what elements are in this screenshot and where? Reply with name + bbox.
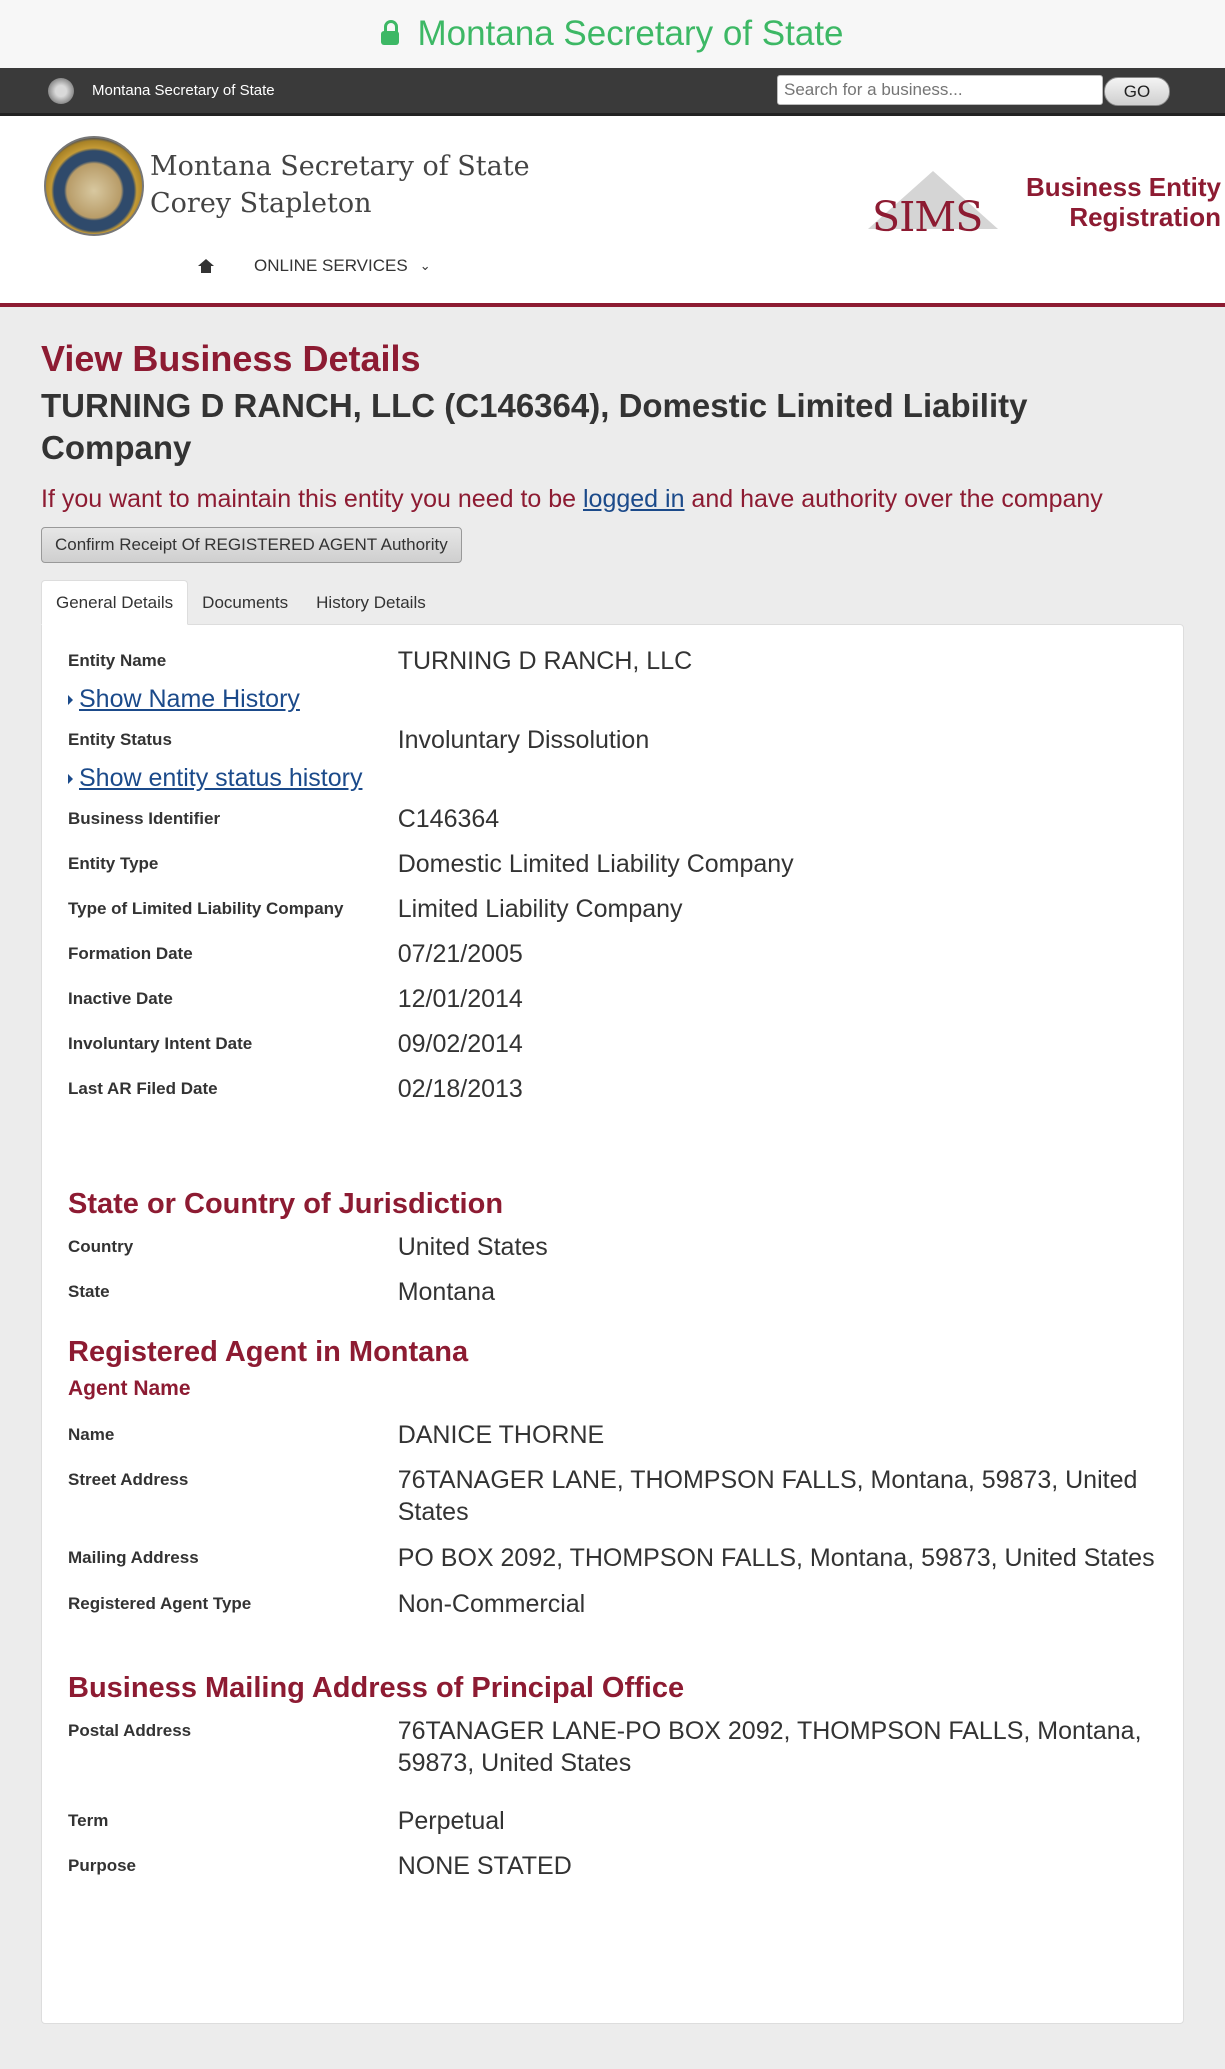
nav-online-services[interactable] xyxy=(254,256,431,276)
entity-type-label: Entity Type xyxy=(68,854,159,873)
llc-type-value: Limited Liability Company xyxy=(397,895,683,923)
confirm-agent-authority-button[interactable]: Confirm Receipt Of REGISTERED AGENT Authority xyxy=(41,527,462,563)
term-row xyxy=(68,1805,1157,1837)
chevron-down-icon: ⌄ xyxy=(419,258,431,273)
registered-agent-heading: Registered Agent in Montana xyxy=(68,1336,469,1368)
entity-name-row xyxy=(68,645,1157,677)
last-ar-label: Last AR Filed Date xyxy=(68,1079,218,1098)
agent-type-row xyxy=(68,1588,1157,1620)
entity-name-value: TURNING D RANCH, LLC xyxy=(397,647,693,675)
entity-status-row xyxy=(68,724,1157,756)
purpose-value: NONE STATED xyxy=(397,1852,572,1880)
tab-documents[interactable]: Documents xyxy=(202,592,289,612)
entity-status-label: Entity Status xyxy=(68,730,172,749)
show-name-history-label: Show Name History xyxy=(79,685,300,713)
principal-office-heading: Business Mailing Address of Principal Office xyxy=(68,1672,685,1704)
agent-street-value: 76TANAGER LANE, THOMPSON FALLS, Montana, 59873, United States xyxy=(397,1466,1138,1526)
state-label: State xyxy=(68,1282,110,1301)
postal-address-value: 76TANAGER LANE-PO BOX 2092, THOMPSON FALLS, Montana, 59873, United States xyxy=(397,1717,1142,1777)
org-title: Montana Secretary of State xyxy=(150,151,530,182)
country-row xyxy=(68,1231,1157,1263)
show-status-history-label: Show entity status history xyxy=(79,764,363,792)
entity-status-value: Involuntary Dissolution xyxy=(397,726,650,754)
notice-text-after: and have authority over the company xyxy=(684,485,1103,513)
state-seal-logo[interactable] xyxy=(44,136,144,236)
country-label: Country xyxy=(68,1237,134,1256)
country-value: United States xyxy=(397,1233,548,1261)
main-nav xyxy=(198,256,431,276)
lock-icon xyxy=(381,31,399,45)
general-details-panel xyxy=(41,624,1184,2024)
go-button[interactable]: GO xyxy=(1104,77,1170,106)
inactive-date-label: Inactive Date xyxy=(68,989,173,1008)
entity-title: TURNING D RANCH, LLC (C146364), Domestic Limited Liability Company xyxy=(41,387,1028,466)
site-link[interactable]: Montana Secretary of State xyxy=(92,82,275,99)
tab-general-details[interactable]: General Details xyxy=(41,580,188,625)
purpose-row xyxy=(68,1850,1157,1882)
business-identifier-label: Business Identifier xyxy=(68,809,221,828)
ber-line1: Business Entity xyxy=(1025,172,1221,202)
url-text[interactable]: Montana Secretary of State xyxy=(417,14,844,53)
detail-tabs xyxy=(41,580,1184,625)
formation-date-value: 07/21/2005 xyxy=(397,940,523,968)
business-entity-registration-title xyxy=(1026,172,1221,232)
business-identifier-value: C146364 xyxy=(397,805,500,833)
main-content xyxy=(0,307,1225,2024)
org-official: Corey Stapleton xyxy=(150,188,372,219)
show-name-history-link[interactable] xyxy=(68,685,1157,714)
agent-name-value: DANICE THORNE xyxy=(397,1421,605,1449)
agent-street-row xyxy=(68,1464,1157,1528)
notice-text-before: If you want to maintain this entity you need to be xyxy=(41,485,583,513)
agent-name-row xyxy=(68,1419,1157,1451)
inactive-date-row xyxy=(68,983,1157,1015)
ber-line2: Registration xyxy=(1069,202,1221,232)
agent-mailing-label: Mailing Address xyxy=(68,1548,199,1567)
postal-address-row xyxy=(68,1715,1157,1779)
home-icon[interactable] xyxy=(198,259,214,273)
entity-type-row xyxy=(68,848,1157,880)
intent-date-value: 09/02/2014 xyxy=(397,1030,523,1058)
formation-date-row xyxy=(68,938,1157,970)
entity-name-label: Entity Name xyxy=(68,651,167,670)
sims-logo-text: SIMS xyxy=(872,193,983,241)
agent-type-label: Registered Agent Type xyxy=(68,1594,252,1613)
nav-online-services-label: ONLINE SERVICES xyxy=(254,256,408,275)
postal-address-label: Postal Address xyxy=(68,1721,192,1740)
intent-date-label: Involuntary Intent Date xyxy=(68,1034,253,1053)
tab-history-details[interactable]: History Details xyxy=(316,592,426,612)
show-status-history-link[interactable] xyxy=(68,764,1157,793)
site-header xyxy=(0,116,1225,307)
entity-type-value: Domestic Limited Liability Company xyxy=(397,850,794,878)
term-label: Term xyxy=(68,1811,109,1830)
llc-type-row xyxy=(68,893,1157,925)
authority-notice xyxy=(41,483,1184,515)
login-link[interactable]: logged in xyxy=(583,485,685,513)
business-identifier-row xyxy=(68,803,1157,835)
agent-street-label: Street Address xyxy=(68,1470,189,1489)
sims-logo xyxy=(858,171,1008,251)
agent-mailing-value: PO BOX 2092, THOMPSON FALLS, Montana, 59873, United States xyxy=(397,1544,1155,1572)
purpose-label: Purpose xyxy=(68,1856,137,1875)
formation-date-label: Formation Date xyxy=(68,944,193,963)
agent-mailing-row xyxy=(68,1542,1157,1574)
agent-type-value: Non-Commercial xyxy=(397,1590,586,1618)
browser-url-bar[interactable] xyxy=(0,0,1225,68)
state-row xyxy=(68,1276,1157,1308)
last-ar-value: 02/18/2013 xyxy=(397,1075,523,1103)
term-value: Perpetual xyxy=(397,1807,505,1835)
business-search-input[interactable] xyxy=(777,75,1103,105)
page-title: View Business Details xyxy=(41,338,421,379)
jurisdiction-heading: State or Country of Jurisdiction xyxy=(68,1188,504,1220)
last-ar-row xyxy=(68,1073,1157,1105)
caret-right-icon xyxy=(68,774,73,784)
inactive-date-value: 12/01/2014 xyxy=(397,985,523,1013)
top-bar xyxy=(0,68,1225,116)
agent-name-subheading: Agent Name xyxy=(68,1377,191,1400)
intent-date-row xyxy=(68,1028,1157,1060)
state-value: Montana xyxy=(397,1278,495,1306)
org-name[interactable] xyxy=(150,148,530,222)
state-seal-small-icon xyxy=(48,78,74,104)
agent-name-label: Name xyxy=(68,1425,115,1444)
caret-right-icon xyxy=(68,695,73,705)
llc-type-label: Type of Limited Liability Company xyxy=(68,899,344,918)
